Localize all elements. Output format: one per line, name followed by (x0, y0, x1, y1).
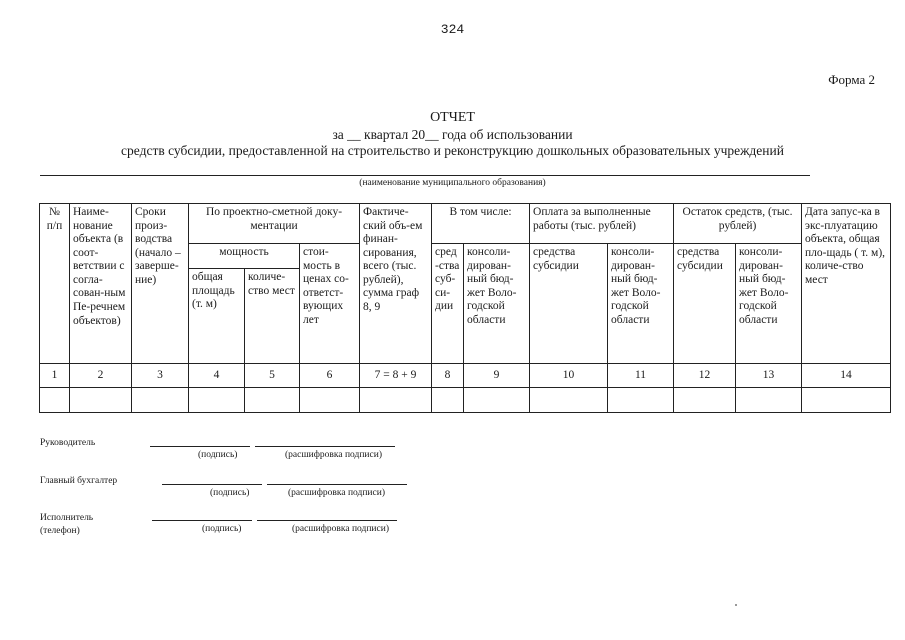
header-no: № п/п (40, 204, 70, 364)
form-label: Форма 2 (828, 72, 875, 87)
header-area: общая площадь (т. м) (189, 269, 245, 364)
table-cell (674, 388, 736, 413)
header-launch-date: Дата запус-ка в экс-плуатацию объекта, общая пло-щадь ( т. м), количе-ство мест (802, 204, 891, 364)
decode-line (255, 446, 395, 447)
header-actual-financing: Фактиче-ский объ-ем финан-сирования, всего (тыс. рублей), сумма граф 8, 9 (360, 204, 432, 364)
municipality-line (40, 175, 810, 176)
report-title: ОТЧЕТ (430, 110, 475, 125)
header-pay-subsidy: средства субсидии (530, 244, 608, 364)
header-design-group: По проектно-сметной доку-ментации (189, 204, 360, 244)
column-number: 6 (300, 364, 360, 388)
page-number: 324 (440, 22, 465, 37)
report-subtitle-line1: за __ квартал 20__ года об использовании (332, 127, 573, 142)
table-cell (245, 388, 300, 413)
signature-role-head: Руководитель (40, 438, 96, 448)
report-table (39, 203, 891, 413)
signature-caption: (подпись) (198, 450, 238, 460)
column-number: 7 = 8 + 9 (360, 364, 432, 388)
column-number: 4 (189, 364, 245, 388)
table-cell (432, 388, 464, 413)
table-cell (300, 388, 360, 413)
table-cell (608, 388, 674, 413)
table-cell (132, 388, 189, 413)
header-places: количе-ство мест (245, 269, 300, 364)
table-cell (802, 388, 891, 413)
column-number: 5 (245, 364, 300, 388)
decode-line (267, 484, 407, 485)
header-including-group: В том числе: (432, 204, 530, 244)
table-cell (464, 388, 530, 413)
header-object-name: Наиме-нование объекта (в соот-ветствии с согла-сован-ным Пе-речнем объектов) (70, 204, 132, 364)
municipality-caption: (наименование муниципального образования) (359, 178, 546, 188)
header-inc-subsidy: сред-ства суб-си-дии (432, 244, 464, 364)
header-capacity: мощность (189, 244, 300, 269)
header-pay-budget: консоли-дирован-ный бюд-жет Воло-годской области (608, 244, 674, 364)
table-cell (40, 388, 70, 413)
table-cell (360, 388, 432, 413)
column-number: 11 (608, 364, 674, 388)
column-number: 8 (432, 364, 464, 388)
decode-caption: (расшифровка подписи) (292, 524, 389, 534)
header-payment-group: Оплата за выполненные работы (тыс. рублей) (530, 204, 674, 244)
column-number: 2 (70, 364, 132, 388)
signature-role-phone: (телефон) (40, 526, 80, 536)
signature-role-executor: Исполнитель (40, 513, 94, 523)
header-inc-budget: консоли-дирован-ный бюд-жет Воло-годской области (464, 244, 530, 364)
signature-caption: (подпись) (202, 524, 242, 534)
column-number: 10 (530, 364, 608, 388)
report-subtitle-line2: средств субсидии, предоставленной на строительство и реконструкцию дошкольных образовательных учреждений (121, 143, 784, 158)
table-cell (736, 388, 802, 413)
decode-caption: (расшифровка подписи) (285, 450, 382, 460)
signature-line (162, 484, 262, 485)
column-number: 12 (674, 364, 736, 388)
decode-line (257, 520, 397, 521)
header-cost: стои-мость в ценах со-ответст-вующих лет (300, 244, 360, 364)
column-number: 14 (802, 364, 891, 388)
signature-line (152, 520, 252, 521)
table-cell (70, 388, 132, 413)
column-number: 3 (132, 364, 189, 388)
scan-speck (735, 604, 737, 606)
table-cell (530, 388, 608, 413)
signature-role-accountant: Главный бухгалтер (40, 476, 118, 486)
header-terms: Сроки произ-водства (начало – заверше-ние) (132, 204, 189, 364)
header-bal-budget: консоли-дирован-ный бюд-жет Воло-годской области (736, 244, 802, 364)
decode-caption: (расшифровка подписи) (288, 488, 385, 498)
column-number: 1 (40, 364, 70, 388)
signature-line (150, 446, 250, 447)
column-number: 9 (464, 364, 530, 388)
table-cell (189, 388, 245, 413)
column-number: 13 (736, 364, 802, 388)
header-balance-group: Остаток средств, (тыс. рублей) (674, 204, 802, 244)
header-bal-subsidy: средства субсидии (674, 244, 736, 364)
signature-caption: (подпись) (210, 488, 250, 498)
